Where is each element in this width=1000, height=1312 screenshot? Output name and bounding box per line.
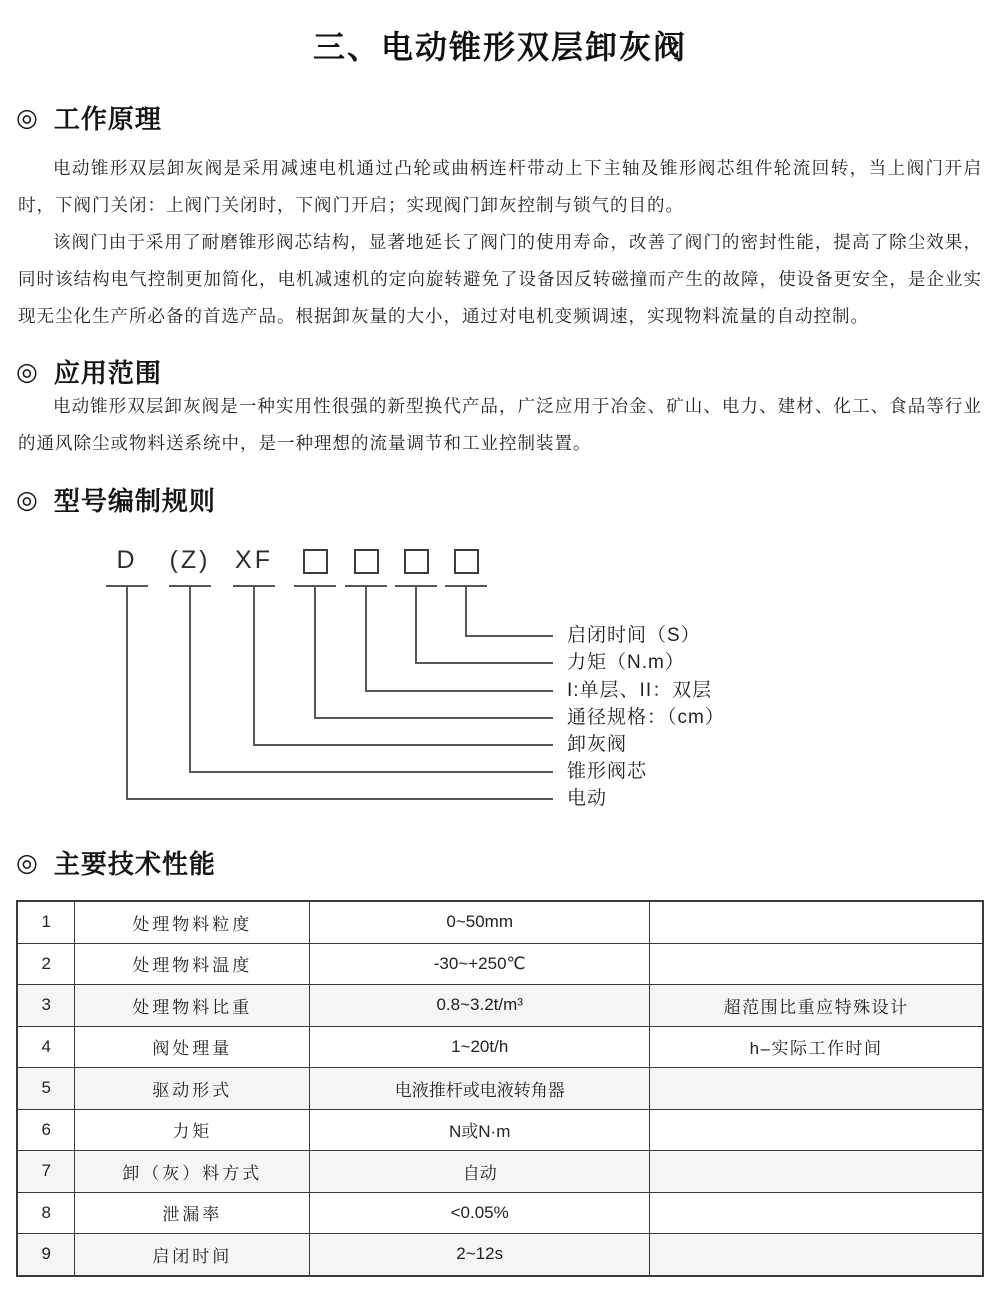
row-note [650,1068,983,1110]
table-row [17,1026,983,1068]
row-note [650,1234,983,1276]
row-item: 处理物料粒度 [75,901,310,943]
row-number: 5 [17,1068,75,1110]
row-item: 驱动形式 [75,1068,310,1110]
table-row [17,1109,983,1151]
row-value: 1~20t/h [310,1026,650,1068]
row-number: 8 [17,1192,75,1234]
row-note: 超范围比重应特殊设计 [650,985,983,1027]
row-item: 阀处理量 [75,1026,310,1068]
row-number: 3 [17,985,75,1027]
connector-elbow [253,744,553,746]
table-row [17,1068,983,1110]
section-marker-icon: ◎ [16,848,39,877]
model-part-label: 启闭时间（S） [567,625,701,646]
table-row [17,1192,983,1234]
principle-paragraphs [18,150,982,335]
row-note [650,943,983,985]
row-value: 0~50mm [310,901,650,943]
connector-stem [189,586,191,771]
paragraph: 电动锥形双层卸灰阀是采用减速电机通过凸轮或曲柄连杆带动上下主轴及锥形阀芯组件轮流回转，当上阀门开启时，下阀门关闭：上阀门关闭时，下阀门开启；实现阀门卸灰控制与锁气的目的。 [18,158,982,215]
section-heading-text: 应用范围 [53,358,162,388]
section-heading-text: 型号编制规则 [53,486,216,516]
row-number: 9 [17,1234,75,1276]
row-note [650,901,983,943]
row-value: -30~+250℃ [310,943,650,985]
paragraph: 该阀门由于采用了耐磨锥形阀芯结构，显著地延长了阀门的使用寿命，改善了阀门的密封性能，提高了除尘效果，同时该结构电气控制更加简化，电机减速机的定向旋转避免了设备因反转磁撞而产生的故障，使设备更安全，是企业实现无尘化生产所必备的首选产品。根据卸灰量的大小，通过对电机变频调速，实现物料流量的自动控制。 [18,232,982,326]
section-heading-text: 主要技术性能 [53,849,216,879]
model-part-label: 电动 [567,788,608,809]
model-diagram [0,540,1000,840]
model-code-box [454,549,479,574]
row-value: 自动 [310,1151,650,1193]
row-value: 2~12s [310,1234,650,1276]
connector-stem [314,586,316,717]
connector-elbow [189,771,553,773]
table-row [17,1234,983,1276]
model-code-symbol: D [116,546,138,574]
connector-elbow [465,635,553,637]
connector-elbow [365,690,553,692]
row-value: <0.05% [310,1192,650,1234]
connector-elbow [314,717,553,719]
row-note [650,1192,983,1234]
model-part-label: 通径规格：（cm） [567,707,725,728]
row-value: 电液推杆或电液转角器 [310,1068,650,1110]
performance-table [16,900,984,1277]
model-code-symbol: XF [235,546,273,574]
connector-stem [126,586,128,798]
section-heading-application [16,353,162,390]
table-row [17,901,983,943]
model-part-label: 锥形阀芯 [567,761,648,782]
section-heading-model [16,481,216,518]
row-value: N或N·m [310,1109,650,1151]
section-heading-performance [16,844,216,881]
connector-elbow [415,662,553,664]
row-number: 2 [17,943,75,985]
model-code-box [303,549,328,574]
connector-stem [365,586,367,690]
row-item: 处理物料温度 [75,943,310,985]
connector-stem [253,586,255,744]
row-item: 启闭时间 [75,1234,310,1276]
performance-table-wrap [16,900,984,1277]
model-part-label: 力矩（N.m） [567,652,685,673]
row-item: 泄漏率 [75,1192,310,1234]
connector-stem [415,586,417,662]
row-number: 7 [17,1151,75,1193]
table-row [17,1151,983,1193]
row-number: 1 [17,901,75,943]
connector-stem [465,586,467,635]
row-number: 6 [17,1109,75,1151]
row-value: 0.8~3.2t/m³ [310,985,650,1027]
row-note [650,1109,983,1151]
table-row [17,943,983,985]
section-marker-icon: ◎ [16,357,39,386]
model-code-box [354,549,379,574]
table-row [17,985,983,1027]
row-note [650,1151,983,1193]
model-code-symbol: (Z) [169,546,211,574]
row-item: 处理物料比重 [75,985,310,1027]
paragraph: 电动锥形双层卸灰阀是一种实用性很强的新型换代产品，广泛应用于冶金、矿山、电力、建材、化工、食品等行业的通风除尘或物料送系统中，是一种理想的流量调节和工业控制装置。 [18,396,982,453]
row-item: 卸（灰）料方式 [75,1151,310,1193]
page-title: 三、电动锥形双层卸灰阀 [312,29,687,65]
row-note: h–实际工作时间 [650,1026,983,1068]
application-paragraphs [18,388,982,462]
performance-table-body [17,901,983,1276]
row-number: 4 [17,1026,75,1068]
model-part-label: I:单层、II：双层 [567,680,713,701]
model-code-box [404,549,429,574]
section-marker-icon: ◎ [16,485,39,514]
row-item: 力矩 [75,1109,310,1151]
model-part-label: 卸灰阀 [567,734,628,755]
section-marker-icon: ◎ [16,103,39,132]
section-heading-principle [16,99,162,136]
section-heading-text: 工作原理 [53,104,162,134]
connector-elbow [126,798,553,800]
